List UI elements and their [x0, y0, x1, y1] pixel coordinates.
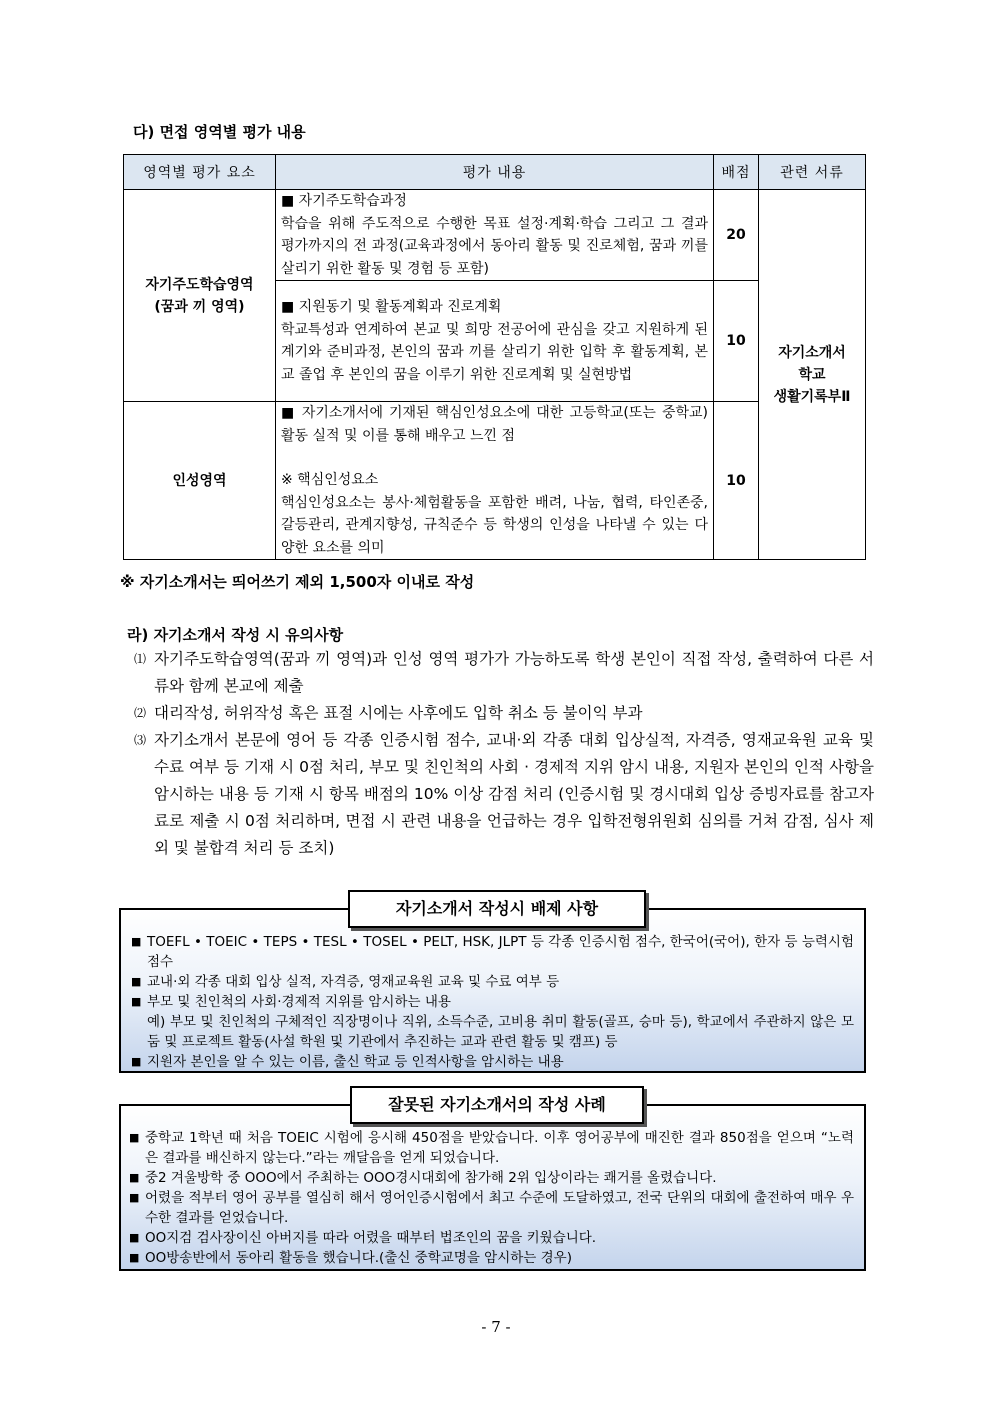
docs-line1: 자기소개서	[778, 344, 846, 361]
row3-item: ■ 자기소개서에 기재된 핵심인성요소에 대한 고등학교(또는 중학교) 활동 실적 및 이를 통해 배우고 느낀 점	[281, 405, 708, 444]
list-item	[134, 646, 874, 700]
table-row	[124, 402, 866, 560]
caution-text: 대리작성, 허위작성 혹은 표절 시에는 사후에도 입학 취소 등 불이익 부과	[154, 704, 643, 722]
exclusion-text: 부모 및 친인척의 사회·경제적 지위를 암시하는 내용	[147, 994, 451, 1010]
caution-number: ⑴	[134, 652, 147, 666]
list-item	[131, 1012, 854, 1052]
wrong-example-text: 어렸을 적부터 영어 공부를 열심히 해서 영어인증시험에서 최고 수준에 도달하였고, 전국 단위의 대회에 출전하여 매우 우수한 결과를 얻었습니다.	[145, 1190, 854, 1226]
exclusion-text: TOEFL • TOEIC • TEPS • TESL • TOSEL • PELT, HSK, JLPT 등 각종 인증시험 점수, 한국어(국어), 한자 등 능력시험 점수	[147, 934, 854, 970]
row2-item: ■ 지원동기 및 활동계획과 진로계획	[281, 299, 502, 315]
header-content: 평가 내용	[276, 155, 714, 190]
square-bullet-icon: ■	[129, 1251, 140, 1264]
area-self-directed-line2: (꿈과 끼 영역)	[154, 298, 245, 315]
row2-content	[276, 281, 714, 402]
list-item	[131, 1052, 854, 1072]
wrong-example-text: OO방송반에서 동아리 활동을 했습니다.(출신 중학교명을 암시하는 경우)	[145, 1250, 572, 1266]
list-item	[131, 932, 854, 972]
exclusion-example: 예) 부모 및 친인척의 구체적인 직장명이나 직위, 소득수준, 고비용 취미 활동(골프, 승마 등), 학교에서 주관하지 않은 모둠 및 프로젝트 활동(사설 학원 및 기관에서 추진하는 교과 관련 활동 및 캠프) 등	[147, 1014, 854, 1050]
square-bullet-icon: ■	[129, 1131, 140, 1144]
list-item	[129, 1248, 854, 1268]
row3-score: 10	[714, 402, 759, 560]
exclusion-text: 교내·외 각종 대회 입상 실적, 자격증, 영재교육원 교육 및 수료 여부 등	[147, 974, 560, 990]
list-item	[134, 700, 874, 727]
caution-number: ⑶	[134, 733, 147, 747]
area-self-directed-line1: 자기주도학습영역	[145, 276, 254, 293]
header-area: 영역별 평가 요소	[124, 155, 276, 190]
row3-note-title: ※ 핵심인성요소	[281, 472, 379, 488]
list-item	[134, 727, 874, 862]
list-item	[129, 1168, 854, 1188]
exclusion-box	[119, 908, 866, 1073]
wrong-example-text: OO지검 검사장이신 아버지를 따라 어렸을 때부터 법조인의 꿈을 키웠습니다.	[145, 1230, 597, 1246]
page-number: - 7 -	[481, 1318, 511, 1336]
table-header-row	[124, 155, 866, 190]
exclusion-box-title: 자기소개서 작성시 배제 사항	[348, 890, 646, 928]
list-item	[129, 1188, 854, 1228]
caution-text: 자기소개서 본문에 영어 등 각종 인증시험 점수, 교내·외 각종 대회 입상실적, 자격증, 영재교육원 교육 및 수료 여부 등 기재 시 0점 처리, 부모 및 친인척의 사회 · 경제적 지위 암시 내용, 지원자 본인의 인적 사항을 암시하는 내용 등 기재 시 항목 배점의 10% 이상 감점 처리 (인증시험 및 경시대회 입상 증빙자료를 참고자료로 제출 시 0점 처리하며, 면접 시 관련 내용을 언급하는 경우 입학전형위원회 심의를 거쳐 감점, 심사 제외 및 불합격 처리 등 조치)	[154, 731, 874, 857]
section-d-title: 다) 면접 영역별 평가 내용	[133, 123, 306, 141]
wrong-examples-box	[119, 1104, 866, 1271]
list-item	[131, 992, 854, 1012]
list-item	[129, 1128, 854, 1168]
list-item	[129, 1228, 854, 1248]
row2-score: 10	[714, 281, 759, 402]
header-docs: 관련 서류	[759, 155, 866, 190]
exclusion-text: 지원자 본인을 알 수 있는 이름, 출신 학교 등 인적사항을 암시하는 내용	[147, 1054, 564, 1070]
row1-desc: 학습을 위해 주도적으로 수행한 목표 설정·계획·학습 그리고 그 결과 평가까지의 전 과정(교육과정에서 동아리 활동 및 진로체험, 꿈과 끼를 살리기 위한 활동 및 경험 등 포함)	[281, 215, 708, 277]
list-item	[131, 972, 854, 992]
square-bullet-icon: ■	[131, 935, 142, 948]
row3-note-desc: 핵심인성요소는 봉사·체험활동을 포함한 배려, 나눔, 협력, 타인존중, 갈등관리, 관계지향성, 규칙준수 등 학생의 인성을 나타낼 수 있는 다양한 요소를 의미	[281, 494, 708, 556]
area-character: 인성영역	[124, 402, 276, 560]
exclusion-list	[131, 932, 854, 1072]
area-self-directed	[124, 190, 276, 402]
square-bullet-icon: ■	[131, 1055, 142, 1068]
wrong-examples-box-title: 잘못된 자기소개서의 작성 사례	[350, 1086, 644, 1124]
docs-line3: 생활기록부Ⅱ	[773, 388, 851, 405]
row1-content	[276, 190, 714, 281]
caution-number: ⑵	[134, 706, 147, 720]
row3-spacer	[281, 447, 708, 469]
caution-text: 자기주도학습영역(꿈과 끼 영역)과 인성 영역 평가가 가능하도록 학생 본인이 직접 작성, 출력하여 다른 서류와 함께 본교에 제출	[154, 650, 874, 695]
table-row	[124, 190, 866, 281]
square-bullet-icon: ■	[129, 1191, 140, 1204]
square-bullet-icon: ■	[129, 1171, 140, 1184]
row3-content	[276, 402, 714, 560]
row1-score: 20	[714, 190, 759, 281]
square-bullet-icon: ■	[131, 975, 142, 988]
section-r-title: 라) 자기소개서 작성 시 유의사항	[127, 626, 344, 644]
evaluation-table	[123, 154, 866, 560]
header-score: 배점	[714, 155, 759, 190]
related-docs	[759, 190, 866, 560]
row2-desc: 학교특성과 연계하여 본교 및 희망 전공어에 관심을 갖고 지원하게 된 계기와 준비과정, 본인의 꿈과 끼를 살리기 위한 입학 후 활동계획, 본교 졸업 후 본인의 꿈을 이루기 위한 진로계획 및 실현방법	[281, 321, 708, 383]
docs-line2: 학교	[798, 366, 826, 383]
square-bullet-icon: ■	[129, 1231, 140, 1244]
wrong-example-text: 중2 겨울방학 중 OOO에서 주최하는 OOO경시대회에 참가해 2위 입상이라는 쾌거를 올렸습니다.	[145, 1170, 717, 1186]
square-bullet-icon: ■	[131, 995, 142, 1008]
length-limit-note: ※ 자기소개서는 띄어쓰기 제외 1,500자 이내로 작성	[120, 573, 475, 591]
wrong-examples-list	[129, 1128, 854, 1268]
caution-list	[134, 646, 874, 862]
wrong-example-text: 중학교 1학년 때 처음 TOEIC 시험에 응시해 450점을 받았습니다. 이후 영어공부에 매진한 결과 850점을 얻으며 “노력은 결과를 배신하지 않는다.”라는 깨달음을 얻게 되었습니다.	[145, 1130, 854, 1166]
row1-item: ■ 자기주도학습과정	[281, 193, 407, 209]
